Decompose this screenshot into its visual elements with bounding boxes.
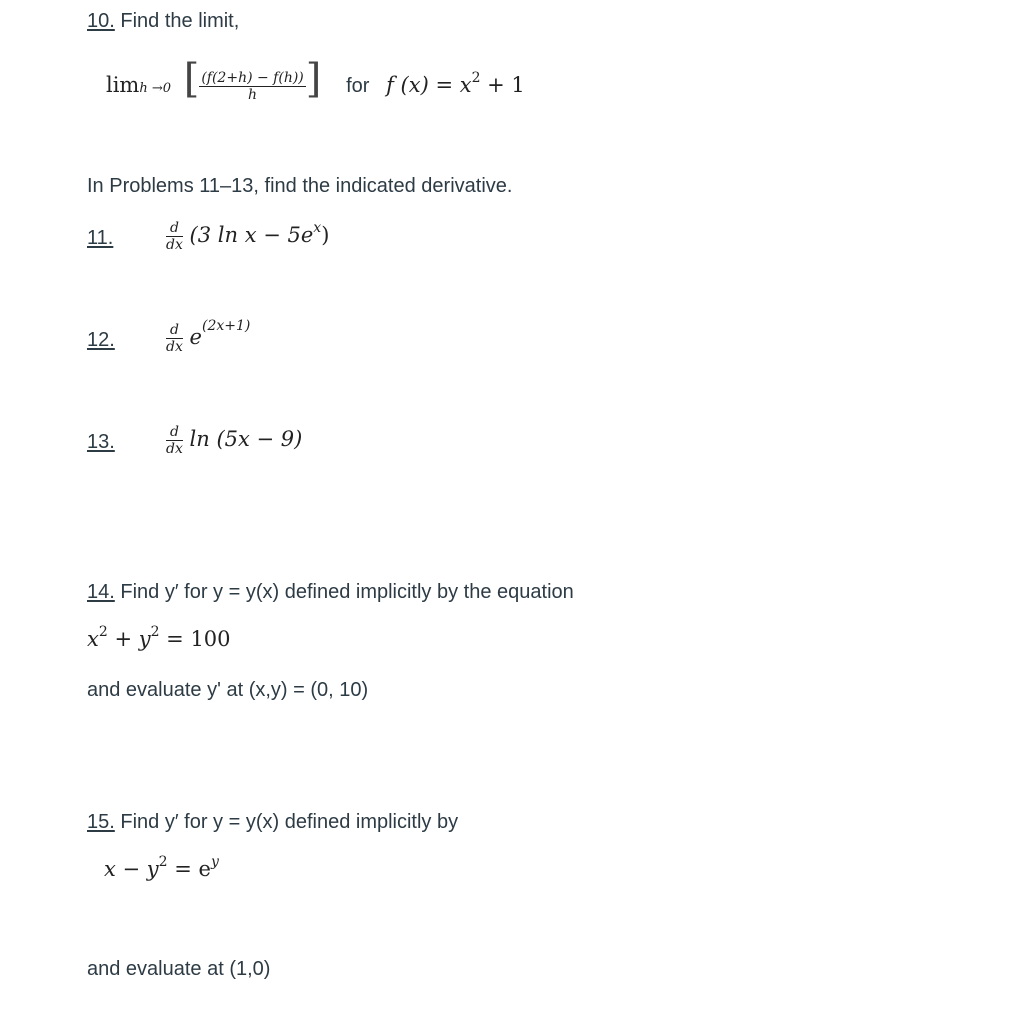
problem-13-expression [166,424,302,457]
problem-11-expression: $\frac{d}{dx}$ (3 $\ln x - 5e^x$) [166,220,330,253]
lim-subscript: h →0 [139,81,172,96]
problem-10-expression [106,56,525,103]
problem-14-text: Find y′ for y = y(x) defined implicitly by the equation [114,581,574,603]
problem-15-heading [87,810,458,834]
problem-12-exp: (2x+1) [201,318,251,334]
problem-12-number: 12. [87,329,115,351]
fraction-numerator: (f(2+h) − f(h)) [201,70,304,86]
left-bracket: [ [183,56,200,102]
for-label: for [346,75,370,97]
problem-11-expr: (3 ln x − 5e [189,223,314,247]
function-exp: 2 [471,70,481,86]
right-bracket: ] [305,56,322,102]
problem-15-text: Find y′ for y = y(x) defined implicitly by [114,811,459,833]
problem-14-heading [87,580,574,604]
problem-12-expression [166,318,251,355]
derivative-operator: $\frac{d}{dx}$ [166,322,183,355]
lim-label: lim [106,73,140,97]
problem-10-text: Find the limit, [114,10,240,32]
function-def: f (x) = x [386,73,472,97]
problem-13-number: 13. [87,431,115,453]
derivative-operator: $\frac{d}{dx}$ [166,424,183,457]
derivative-operator: $\frac{d}{dx}$ [166,220,183,253]
function-tail: + 1 [480,73,525,97]
problem-10-number: 10. [87,10,115,32]
problem-13-expr: ln (5x − 9) [189,427,303,451]
problem-10-heading [87,9,239,33]
problem-14-evaluate: and evaluate y' at (x,y) = (0, 10) [87,679,369,701]
problem-14-number: 14. [87,581,115,603]
problem-14-equation: $x^2 + y^2 = 100$ [87,624,231,651]
problem-11-exp: x [313,220,322,236]
problem-15-number: 15. [87,811,115,833]
problem-11-number: 11. [87,227,114,249]
problem-15-equation: $x - y^2 = e^y$ [104,854,219,881]
fraction-denominator: h [248,87,258,103]
limit-fraction [199,70,305,103]
problem-12-base: e [189,325,202,349]
problems-intro: In Problems 11–13, find the indicated derivative. [87,175,513,197]
problem-15-evaluate: and evaluate at (1,0) [87,958,271,980]
